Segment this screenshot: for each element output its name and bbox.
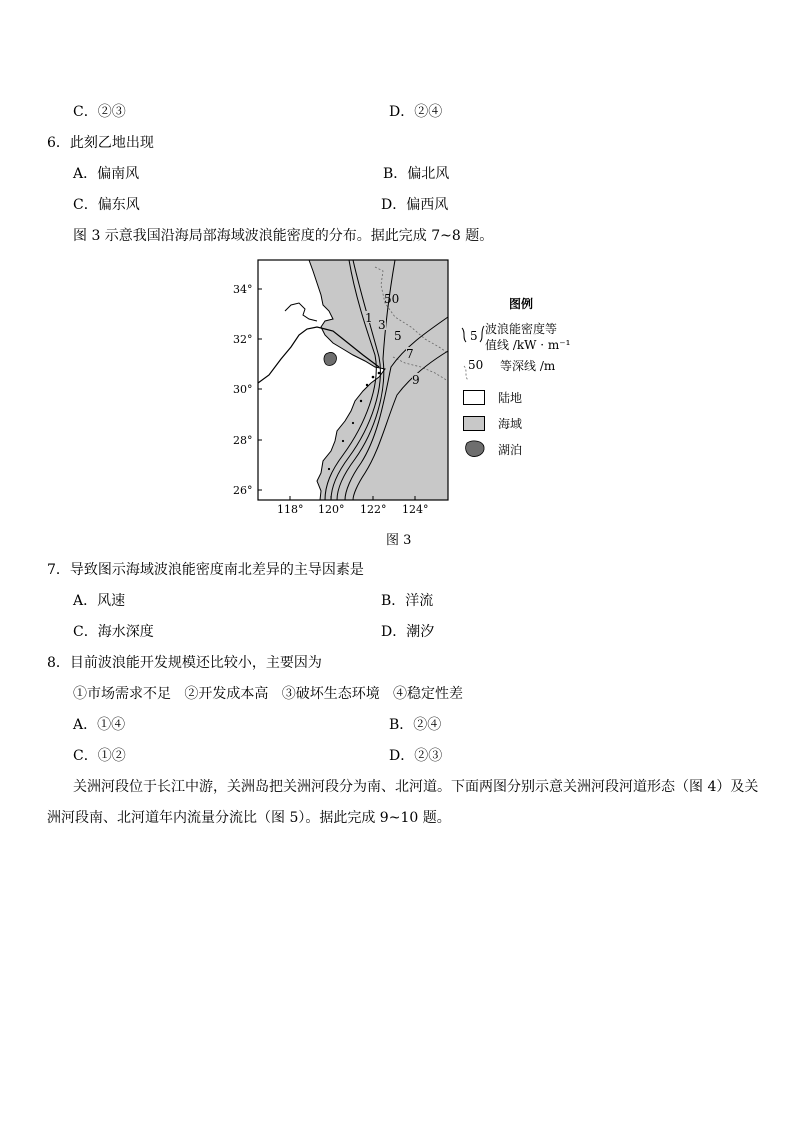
intro-7-8: 图 3 示意我国沿海局部海域波浪能密度的分布。据此完成 7~8 题。: [73, 228, 494, 244]
legend-title: 图例: [509, 297, 534, 311]
legend-wave-text-1: 波浪能密度等: [485, 322, 558, 336]
figure-3-map: [225, 255, 558, 515]
q8-stem: 8．目前波浪能开发规模还比较小，主要因为: [47, 655, 322, 671]
q8-option-d: D．②③: [389, 748, 443, 764]
contour-label-1: 1: [365, 311, 373, 325]
figure-3-caption: 图 3: [386, 533, 412, 548]
q6-option-d: D．偏西风: [381, 197, 449, 213]
q5-option-c: C．②③: [73, 104, 126, 120]
q6-stem: 6．此刻乙地出现: [47, 135, 154, 151]
q8-option-b: B．②④: [389, 717, 442, 733]
q7-option-a: A．风速: [73, 593, 126, 609]
contour-label-3: 3: [378, 318, 386, 332]
contour-label-5: 5: [394, 329, 402, 343]
lon-label-122: 122°: [360, 503, 387, 515]
legend-land-swatch: [463, 390, 485, 405]
legend-depth-text: 等深线 /m: [500, 359, 556, 373]
q8-items: ①市场需求不足 ②开发成本高 ③破坏生态环境 ④稳定性差: [73, 686, 464, 702]
lon-label-118: 118°: [277, 503, 304, 515]
intro-9-10-line-2: 洲河段南、北河道年内流量分流比（图 5）。据此完成 9~10 题。: [47, 810, 451, 826]
contour-label-9: 9: [412, 373, 420, 387]
q7-stem: 7．导致图示海域波浪能密度南北差异的主导因素是: [47, 562, 364, 578]
q8-option-a: A．①④: [73, 717, 126, 733]
q7-option-b: B．洋流: [381, 593, 434, 609]
legend-lake-swatch: [463, 439, 487, 459]
q8-option-c: C．①②: [73, 748, 126, 764]
lon-label-120: 120°: [318, 503, 345, 515]
legend-sea-label: 海域: [498, 417, 523, 431]
q6-option-a: A．偏南风: [73, 166, 140, 182]
q6-option-b: B．偏北风: [383, 166, 450, 182]
depth-label-50: 50: [384, 292, 400, 306]
lat-label-26: 26°: [233, 484, 253, 497]
lon-label-124: 124°: [402, 503, 429, 515]
legend-depth-number: 50: [468, 358, 484, 372]
legend-sea-swatch: [463, 416, 485, 431]
legend-wave-number: 5: [470, 329, 478, 343]
legend-lake-label: 湖泊: [498, 443, 523, 457]
contour-label-7: 7: [406, 347, 414, 361]
q7-option-c: C．海水深度: [73, 624, 154, 640]
q6-option-c: C．偏东风: [73, 197, 140, 213]
lat-label-34: 34°: [233, 283, 253, 296]
q7-option-d: D．潮汐: [381, 624, 435, 640]
lake-shape: [324, 352, 336, 365]
intro-9-10-line-1: 关洲河段位于长江中游，关洲岛把关洲河段分为南、北河道。下面两图分别示意关洲河段河道形态（图 4）及关: [73, 779, 759, 795]
lat-label-28: 28°: [233, 434, 253, 447]
lat-label-30: 30°: [233, 383, 253, 396]
lat-label-32: 32°: [233, 333, 253, 346]
q5-option-d: D．②④: [389, 104, 443, 120]
legend-wave-text-2: 值线 /kW · m⁻¹: [485, 338, 571, 352]
legend-land-label: 陆地: [498, 391, 523, 405]
